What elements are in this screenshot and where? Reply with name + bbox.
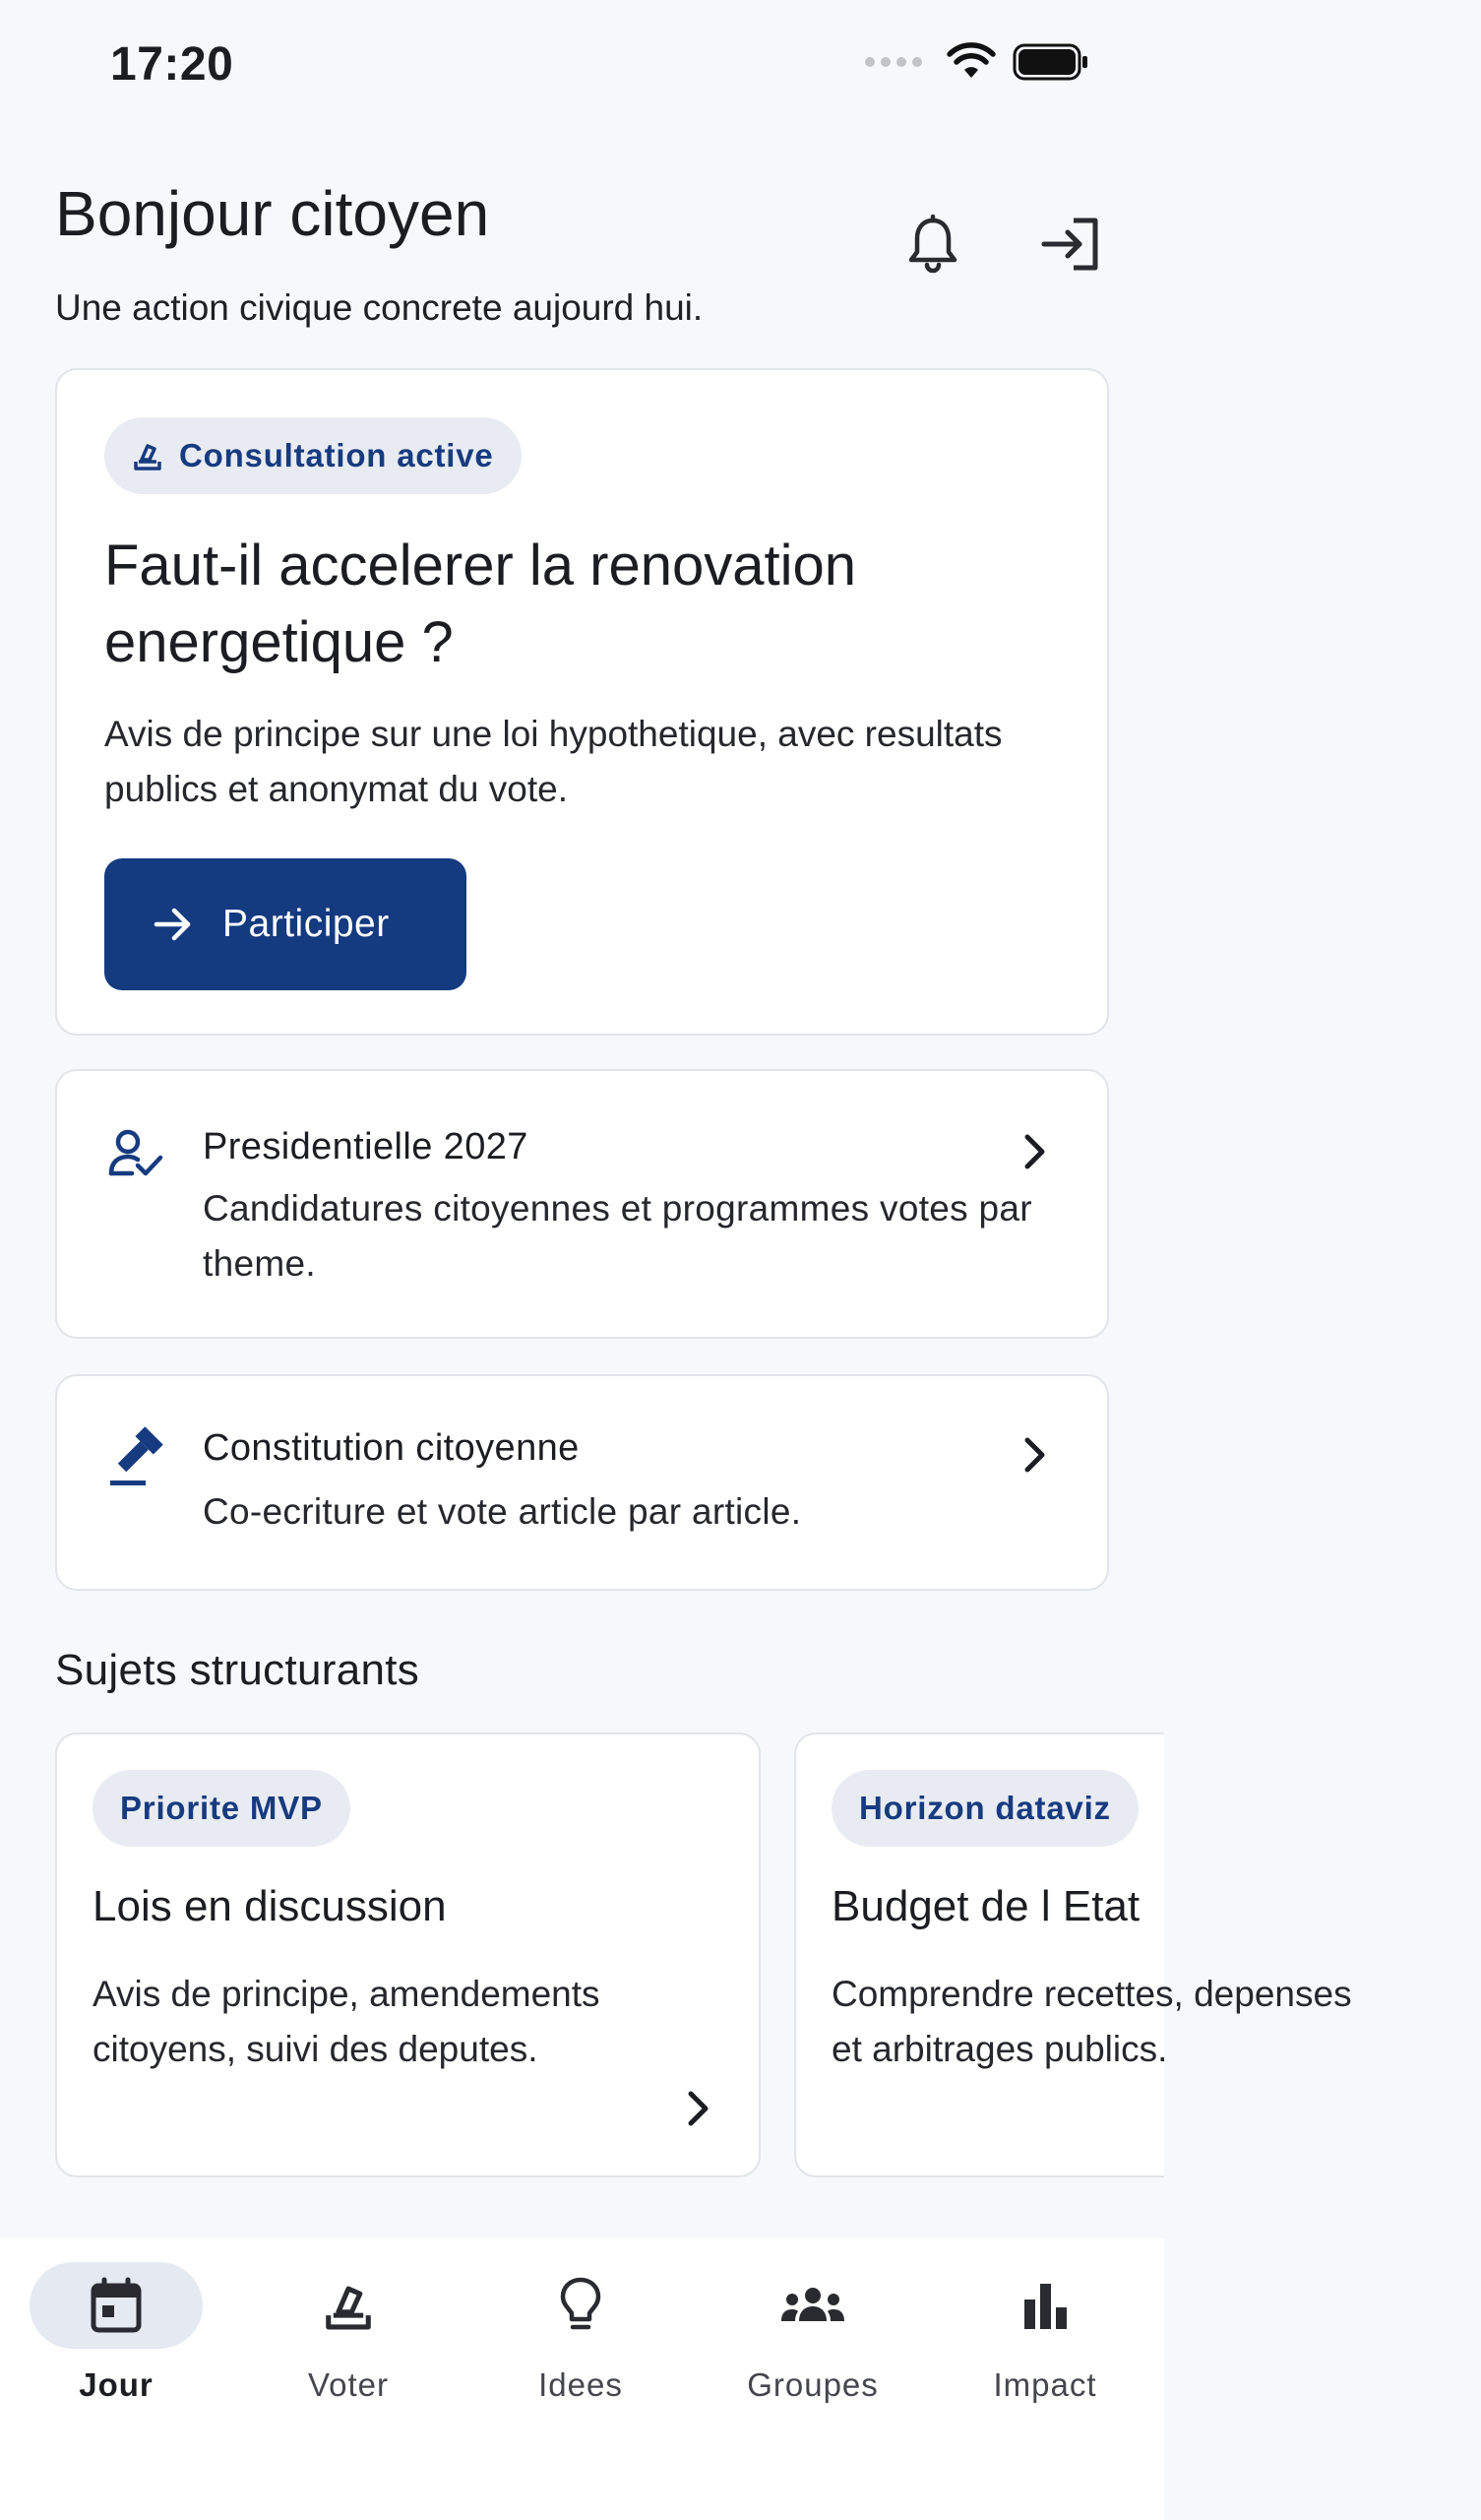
topic-card-lois[interactable] bbox=[55, 1732, 761, 2177]
chevron-right-icon bbox=[1022, 1132, 1048, 1171]
nav-indicator bbox=[494, 2262, 667, 2349]
page-subtitle: Une action civique concrete aujourd hui. bbox=[55, 287, 704, 328]
list-item-constitution[interactable] bbox=[55, 1374, 1109, 1591]
participate-button-label: Participer bbox=[222, 903, 390, 945]
consultation-description: Avis de principe sur une loi hypothetique, avec resultats publics et anonymat du vote. bbox=[104, 714, 1003, 809]
nav-label: Voter bbox=[307, 2366, 390, 2403]
status-badge bbox=[104, 417, 522, 494]
list-item-description: Candidatures citoyennes et programmes votes par theme. bbox=[203, 1188, 1032, 1284]
topic-title: Lois en discussion bbox=[93, 1882, 447, 1930]
nav-label: Groupes bbox=[747, 2366, 879, 2403]
login-button[interactable] bbox=[1033, 207, 1108, 282]
page-title: Bonjour citoyen bbox=[55, 178, 490, 249]
groups-icon bbox=[779, 2286, 846, 2325]
battery-icon bbox=[1013, 43, 1089, 81]
topic-description-line: citoyens, suivi des deputes. bbox=[93, 2029, 538, 2069]
arrow-right-icon bbox=[154, 907, 193, 942]
section-title: Sujets structurants bbox=[55, 1646, 420, 1694]
topic-badge: Priorite MVP bbox=[93, 1770, 350, 1847]
nav-label: Idees bbox=[538, 2366, 623, 2403]
nav-indicator bbox=[726, 2262, 899, 2349]
status-indicators bbox=[865, 43, 1089, 81]
active-consultation-card bbox=[55, 368, 1109, 1036]
bell-icon bbox=[907, 215, 958, 274]
lightbulb-icon bbox=[559, 2276, 602, 2335]
nav-item-impact[interactable] bbox=[929, 2262, 1161, 2404]
topic-card-budget[interactable] bbox=[794, 1732, 1352, 2177]
bar-chart-icon bbox=[1022, 2282, 1068, 2329]
topic-description-line: Avis de principe, amendements bbox=[93, 1974, 600, 2014]
nav-item-groupes[interactable] bbox=[697, 2262, 929, 2404]
topic-description-line: Comprendre recettes, depenses bbox=[832, 1974, 1352, 2014]
ballot-icon bbox=[132, 440, 163, 472]
topic-badge: Horizon dataviz bbox=[832, 1770, 1139, 1847]
list-item-description: Co-ecriture et vote article par article. bbox=[203, 1491, 802, 1532]
person-check-icon bbox=[108, 1128, 163, 1179]
nav-indicator bbox=[262, 2262, 435, 2349]
consultation-title: Faut-il accelerer la renovation energetique ? bbox=[104, 534, 857, 674]
cellular-signal-icon bbox=[865, 57, 922, 67]
page-header bbox=[55, 177, 1108, 345]
wifi-icon bbox=[948, 44, 995, 80]
nav-item-jour[interactable] bbox=[0, 2262, 232, 2404]
chevron-right-icon bbox=[1022, 1435, 1048, 1475]
calendar-icon bbox=[91, 2278, 142, 2333]
gavel-icon bbox=[108, 1425, 169, 1486]
status-badge-label: Consultation active bbox=[179, 437, 494, 473]
bottom-navigation bbox=[0, 2238, 1164, 2520]
nav-item-idees[interactable] bbox=[464, 2262, 697, 2404]
ballot-icon bbox=[322, 2279, 375, 2332]
topic-description bbox=[93, 1967, 742, 2077]
topic-description-line: et arbitrages publics. bbox=[832, 2029, 1168, 2069]
topic-description bbox=[832, 1967, 1481, 2077]
nav-label: Jour bbox=[79, 2366, 154, 2403]
list-item-presidentielle[interactable] bbox=[55, 1069, 1109, 1339]
status-time: 17:20 bbox=[110, 38, 234, 91]
notifications-button[interactable] bbox=[895, 207, 970, 282]
nav-indicator bbox=[30, 2262, 203, 2349]
login-icon bbox=[1040, 217, 1101, 272]
nav-indicator bbox=[958, 2262, 1132, 2349]
status-bar bbox=[0, 0, 1164, 138]
participate-button[interactable] bbox=[104, 858, 466, 990]
list-item-title: Constitution citoyenne bbox=[203, 1427, 580, 1469]
nav-item-voter[interactable] bbox=[232, 2262, 464, 2404]
topic-title: Budget de l Etat bbox=[832, 1882, 1141, 1930]
list-item-title: Presidentielle 2027 bbox=[203, 1126, 528, 1167]
nav-label: Impact bbox=[993, 2366, 1097, 2403]
header-actions bbox=[895, 207, 1108, 282]
chevron-right-icon bbox=[686, 2089, 711, 2128]
